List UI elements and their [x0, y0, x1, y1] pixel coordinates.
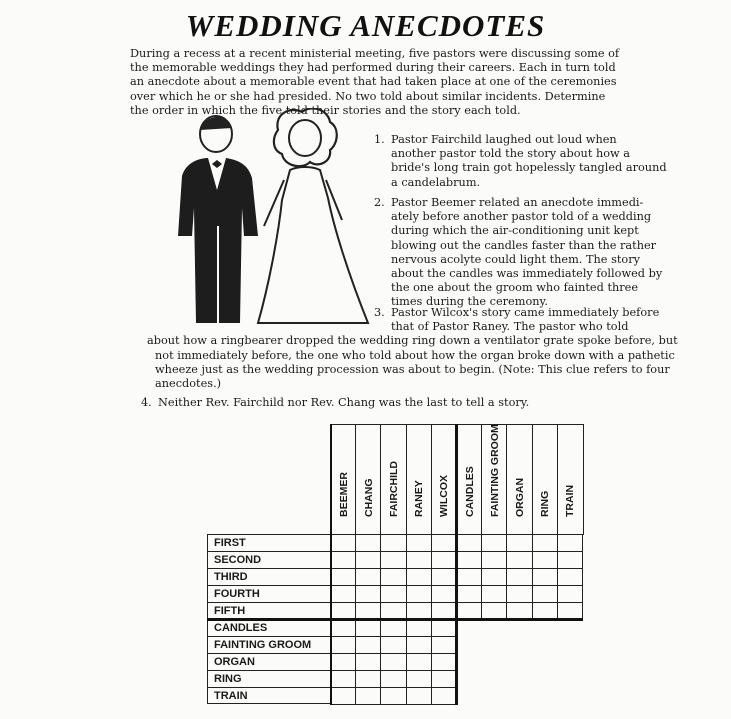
grid-cell[interactable]	[431, 653, 457, 671]
grid-cell[interactable]	[330, 636, 356, 654]
grid-cell[interactable]	[557, 585, 583, 603]
grid-cell[interactable]	[557, 568, 583, 586]
grid-cell[interactable]	[330, 585, 356, 603]
clue-line: the one about the groom who fainted three	[391, 281, 639, 295]
grid-column-label: RING	[539, 490, 552, 517]
grid-cell[interactable]	[456, 534, 482, 552]
grid-cell[interactable]	[431, 551, 457, 569]
intro-paragraph: During a recess at a recent ministerial meeting, five pastors were discussing some of the memorable weddings they had performed during their careers. Each in turn told an anecdote about a memorable event that had taken place at one of the ceremonies over which he or she had presided. No two told about similar incidents. Determine the order in which the five told their stories and the story each told.	[130, 47, 620, 117]
grid-cell[interactable]	[431, 619, 457, 637]
grid-column-label: BEEMER	[337, 472, 350, 517]
grid-row-label: ORGAN	[207, 653, 330, 670]
grid-cell[interactable]	[506, 585, 532, 603]
clue-line: Pastor Beemer related an anecdote immedi-	[391, 196, 644, 209]
grid-cell[interactable]	[380, 534, 406, 552]
grid-row-label: TRAIN	[207, 687, 330, 704]
clue-line: about how a ringbearer dropped the wedding ring down a ventilator grate spoke before, but	[147, 334, 678, 348]
clue-number: 4.	[141, 396, 152, 409]
grid-column-header	[532, 424, 558, 535]
grid-cell[interactable]	[355, 551, 381, 569]
grid-cell[interactable]	[532, 568, 558, 586]
grid-cell[interactable]	[557, 534, 583, 552]
grid-cell[interactable]	[532, 551, 558, 569]
grid-cell[interactable]	[330, 568, 356, 586]
clue-line: Neither Rev. Fairchild nor Rev. Chang was the last to tell a story.	[158, 396, 530, 409]
grid-cell[interactable]	[456, 568, 482, 586]
grid-cell[interactable]	[330, 534, 356, 552]
clue-number: 2.	[374, 196, 385, 209]
grid-cell[interactable]	[330, 670, 356, 688]
grid-section-divider	[455, 619, 458, 705]
grid-cell[interactable]	[406, 687, 432, 705]
grid-cell[interactable]	[406, 636, 432, 654]
grid-cell[interactable]	[431, 670, 457, 688]
grid-column-header	[431, 424, 457, 535]
grid-section-divider	[330, 424, 332, 705]
grid-cell[interactable]	[506, 568, 532, 586]
grid-cell[interactable]	[355, 534, 381, 552]
clue-line: a candelabrum.	[391, 175, 481, 189]
grid-cell[interactable]	[380, 568, 406, 586]
grid-column-label: TRAIN	[564, 484, 577, 517]
grid-cell[interactable]	[380, 619, 406, 637]
grid-cell[interactable]	[456, 551, 482, 569]
clue-line: about the candles was immediately followed by	[391, 267, 663, 281]
grid-column-header	[355, 424, 381, 535]
grid-cell[interactable]	[532, 534, 558, 552]
clue-1	[374, 133, 721, 190]
grid-cell[interactable]	[431, 636, 457, 654]
grid-row-label: CANDLES	[207, 619, 330, 636]
grid-cell[interactable]	[506, 534, 532, 552]
grid-cell[interactable]	[481, 534, 507, 552]
grid-cell[interactable]	[406, 653, 432, 671]
grid-cell[interactable]	[406, 568, 432, 586]
grid-cell[interactable]	[355, 670, 381, 688]
grid-cell[interactable]	[481, 568, 507, 586]
grid-row-label: RING	[207, 670, 330, 687]
clue-line: another pastor told the story about how a	[391, 147, 631, 161]
grid-cell[interactable]	[380, 687, 406, 705]
clue-line: bride's long train got hopelessly tangled around	[391, 161, 667, 175]
clue-line: blowing out the candles faster than the rather	[391, 238, 657, 252]
grid-column-label: RANEY	[413, 480, 426, 517]
grid-cell[interactable]	[481, 551, 507, 569]
grid-column-header	[506, 424, 532, 535]
grid-cell[interactable]	[380, 670, 406, 688]
clue-line: Pastor Fairchild laughed out loud when	[391, 133, 617, 146]
grid-column-header	[330, 424, 356, 535]
grid-row-label: FAINTING GROOM	[207, 636, 330, 653]
grid-column-header	[481, 424, 507, 535]
grid-cell[interactable]	[481, 585, 507, 603]
grid-cell[interactable]	[406, 585, 432, 603]
grid-cell[interactable]	[355, 585, 381, 603]
grid-cell[interactable]	[431, 534, 457, 552]
grid-cell[interactable]	[355, 636, 381, 654]
clue-line: Pastor Wilcox's story came immediately before	[391, 306, 660, 319]
grid-column-header	[406, 424, 432, 535]
grid-section-divider	[207, 618, 583, 621]
grid-cell[interactable]	[380, 636, 406, 654]
grid-cell[interactable]	[431, 585, 457, 603]
clue-line: ately before another pastor told of a wedding	[391, 210, 652, 224]
grid-cell[interactable]	[355, 568, 381, 586]
grid-cell[interactable]	[330, 551, 356, 569]
grid-cell[interactable]	[330, 619, 356, 637]
grid-cell[interactable]	[330, 687, 356, 705]
grid-row-label: FIFTH	[207, 602, 330, 619]
grid-cell[interactable]	[380, 585, 406, 603]
grid-cell[interactable]	[355, 653, 381, 671]
clue-line: times during the ceremony.	[391, 295, 549, 309]
grid-cell[interactable]	[532, 585, 558, 603]
grid-cell[interactable]	[330, 653, 356, 671]
grid-column-label: CANDLES	[463, 466, 476, 517]
grid-section-divider	[455, 424, 458, 620]
clue-4	[141, 396, 718, 410]
grid-column-label: ORGAN	[513, 477, 526, 517]
grid-column-header	[456, 424, 482, 535]
grid-cell[interactable]	[380, 653, 406, 671]
clue-2	[374, 196, 721, 310]
grid-column-label: FAINTING GROOM	[488, 424, 501, 517]
grid-cell[interactable]	[406, 619, 432, 637]
clue-line: nervous acolyte could light them. The story	[391, 252, 640, 266]
grid-cell[interactable]	[355, 619, 381, 637]
clue-number: 3.	[374, 306, 385, 319]
clue-line: that of Pastor Raney. The pastor who told	[391, 320, 629, 334]
grid-column-label: WILCOX	[438, 475, 451, 517]
grid-row-label: THIRD	[207, 568, 330, 585]
page-title: WEDDING ANECDOTES	[185, 8, 546, 43]
clue-line: during which the air-conditioning unit kept	[391, 224, 639, 238]
clue-number: 1.	[374, 133, 385, 146]
grid-cell[interactable]	[380, 551, 406, 569]
grid-column-label: FAIRCHILD	[387, 461, 400, 517]
grid-cell[interactable]	[406, 670, 432, 688]
grid-column-label: CHANG	[362, 478, 375, 517]
bride-groom-illustration	[178, 108, 383, 333]
grid-cell[interactable]	[506, 551, 532, 569]
grid-cell[interactable]	[557, 551, 583, 569]
clue-line: anecdotes.)	[155, 377, 222, 391]
grid-cell[interactable]	[456, 585, 482, 603]
clue-line: wheeze just as the wedding procession was about to begin. (Note: This clue refers to four	[155, 362, 670, 376]
grid-cell[interactable]	[431, 568, 457, 586]
grid-column-header	[557, 424, 584, 535]
grid-cell[interactable]	[431, 687, 457, 705]
grid-cell[interactable]	[406, 551, 432, 569]
grid-cell[interactable]	[406, 534, 432, 552]
grid-row-label: FIRST	[207, 534, 330, 551]
clue-3	[147, 306, 727, 391]
clue-line: not immediately before, the one who told about how the organ broke down with a pathetic	[155, 348, 675, 362]
grid-column-header	[380, 424, 406, 535]
grid-row-label: FOURTH	[207, 585, 330, 602]
grid-cell[interactable]	[355, 687, 381, 705]
grid-row-label: SECOND	[207, 551, 330, 568]
